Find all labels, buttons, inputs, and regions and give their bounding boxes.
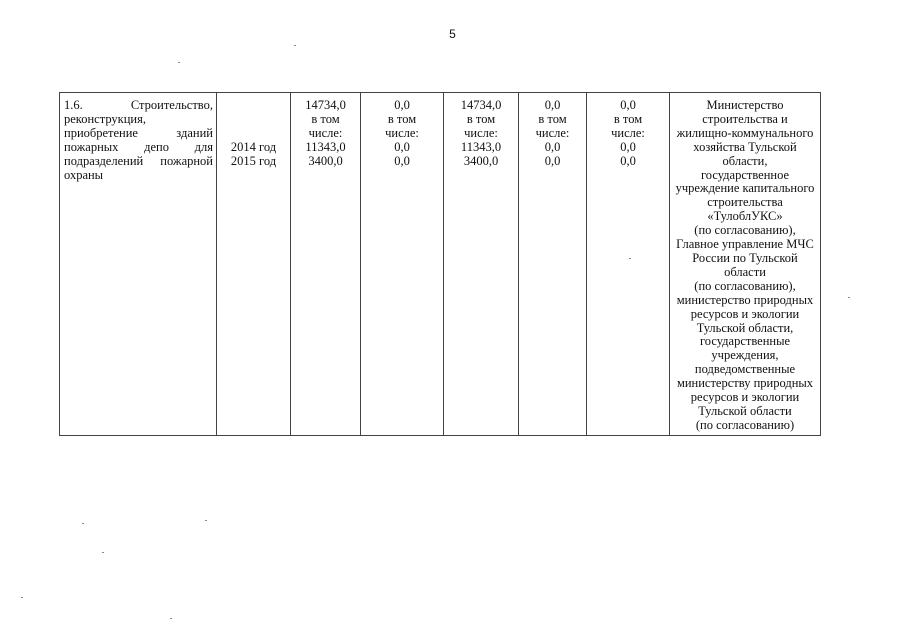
measure-name-part: Строительство, [130,98,213,112]
year-2014: 2014 год [230,140,277,154]
executor-line: строительства [707,195,783,210]
scan-speck [21,597,23,598]
extrabudget-2015: 0,0 [620,153,636,168]
total-value: 14734,0 [305,98,346,112]
total-including-1: в том [311,111,340,126]
executor-line: учреждение капитального [675,181,815,196]
executor-line: Тульской области [698,403,792,418]
regional-2014: 11343,0 [460,139,502,154]
measure-number: 1.6. [64,98,83,112]
scan-speck [170,618,172,619]
scan-speck [848,297,850,298]
executor-line: России по Тульской [692,250,798,265]
executor-line: министерство природных [676,292,814,307]
total-cell [291,93,361,436]
program-table [59,92,821,436]
executor-line: строительства и [702,111,788,126]
executor-line: «ТулоблУКС» [707,209,783,224]
municipal-including-2: числе: [535,125,570,140]
municipal-cell [519,93,587,436]
executor-line: (по согласованию), [694,223,796,238]
measure-name-line-1 [64,99,213,113]
scan-speck [294,45,296,46]
federal-cell [361,93,444,436]
regional-cell [444,93,519,436]
extrabudget-2014: 0,0 [620,139,636,154]
total-including-2: числе: [308,125,343,140]
federal-2014: 0,0 [394,139,410,154]
scan-speck [205,520,207,521]
executor-line: Тульской области, [696,320,794,335]
total-2014: 11343,0 [305,139,346,154]
year-2015: 2015 год [230,153,277,168]
executor-line: ресурсов и экологии [690,390,800,405]
page-number: 5 [449,27,456,41]
regional-2015: 3400,0 [463,153,499,168]
municipal-value: 0,0 [544,98,561,112]
measure-name-line-4: пожарных депо для [64,139,213,154]
scan-speck [178,62,180,63]
executor-line: ресурсов и экологии [690,306,800,321]
executor-line: жилищно-коммунального [676,125,814,140]
extrabudget-including-2: числе: [611,125,645,140]
executor-line: подведомственные [694,362,796,377]
regional-value: 14734,0 [460,98,502,112]
municipal-2015: 0,0 [544,153,561,168]
federal-including-2: числе: [385,125,419,140]
executors-list [673,99,817,433]
scan-speck [102,552,104,553]
federal-including-1: в том [387,111,417,126]
measure-name-cell [60,93,217,436]
executor-line: учреждения, [711,348,779,363]
extrabudget-value: 0,0 [620,98,636,112]
scan-speck [629,258,631,259]
executor-line: области [724,264,766,279]
total-2015: 3400,0 [308,153,343,168]
executor-line: министерству природных [676,376,814,391]
measure-name-line-2: реконструкция, [64,111,147,126]
measure-name-line-5: подразделений пожарной [64,153,213,168]
extrabudget-cell [587,93,670,436]
executor-line: хозяйства Тульской [693,139,797,154]
executors-cell [670,93,821,436]
executor-line: области, [722,153,768,168]
measure-name-line-6: охраны [64,167,104,182]
regional-including-1: в том [466,111,496,126]
regional-including-2: числе: [464,125,498,140]
municipal-2014: 0,0 [544,139,561,154]
executor-line: Министерство [706,98,784,112]
extrabudget-including-1: в том [613,111,643,126]
executor-line: государственные [699,334,791,349]
executor-line: Главное управление МЧС [676,237,814,252]
federal-value: 0,0 [394,98,410,112]
years-cell [217,93,291,436]
scan-speck [82,523,84,524]
measure-name-line-3: приобретение зданий [64,125,213,140]
executor-line: государственное [700,167,790,182]
executor-line: (по согласованию) [695,417,795,432]
federal-2015: 0,0 [394,153,410,168]
executor-line: (по согласованию), [694,278,796,293]
municipal-including-1: в том [538,111,567,126]
table-row [60,93,821,436]
